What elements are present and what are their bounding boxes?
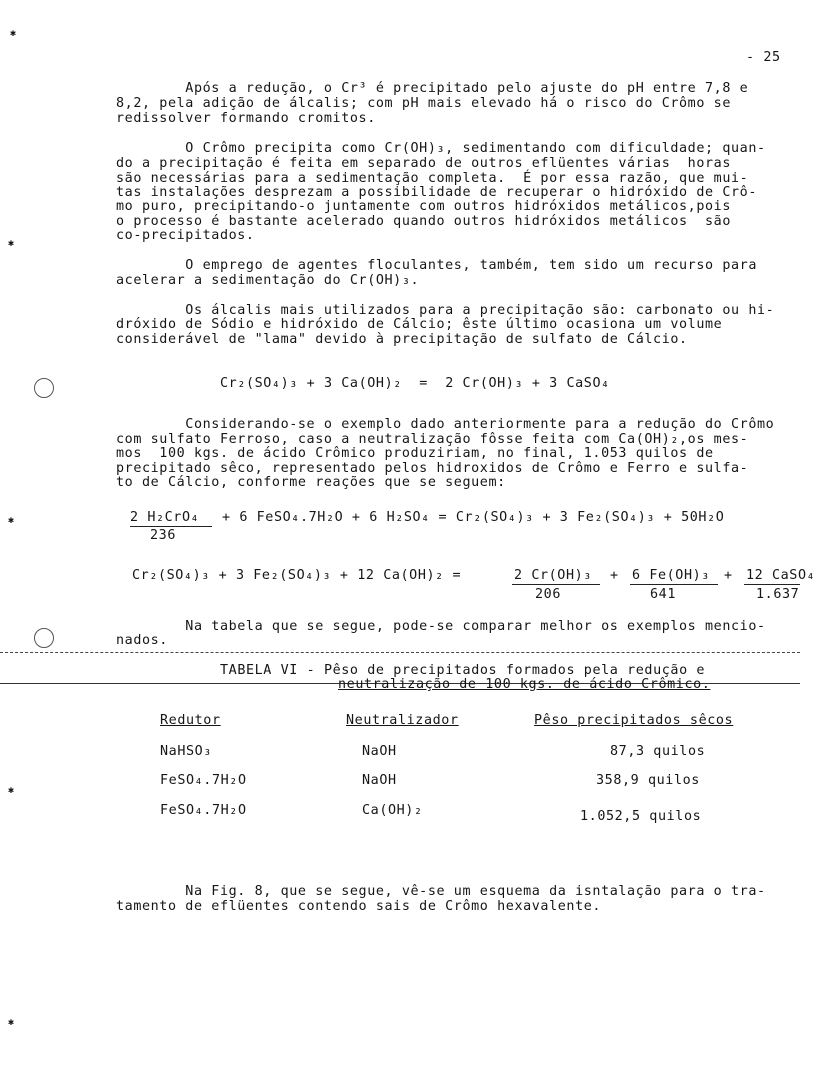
- equation-term: 2 Cr(OH)₃: [514, 568, 592, 583]
- caption-line: neutralização de 100 kgs. de ácido Crômico.: [338, 677, 711, 692]
- text-line: são necessárias para a sedimentação completa. É por essa razão, que mui-: [116, 171, 749, 186]
- table-cell: FeSO₄.7H₂O: [160, 773, 247, 788]
- column-header: Pêso precipitados sêcos: [534, 713, 734, 728]
- text-line: acelerar a sedimentação do Cr(OH)₃.: [116, 273, 420, 288]
- molar-weight: 641: [650, 587, 676, 602]
- text-line: tamento de eflüentes contendo sais de Crômo hexavalente.: [116, 899, 602, 914]
- text-line: Na Fig. 8, que se segue, vê-se um esquema da isntalação para o tra-: [116, 884, 766, 899]
- caption-line: TABELA VI - Pêso de precipitados formados pela redução e: [220, 663, 706, 678]
- text-line: mos 100 kgs. de ácido Crômico produziriam, no final, 1.053 quilos de: [116, 446, 714, 461]
- equation-term: 2 H₂CrO₄: [130, 510, 200, 525]
- table-cell: NaOH: [362, 744, 397, 759]
- page-number: - 25: [746, 50, 781, 65]
- molar-weight: 206: [535, 587, 561, 602]
- binder-mark: ✱: [10, 28, 17, 39]
- text-line: redissolver formando cromitos.: [116, 111, 376, 126]
- fraction-line: [130, 526, 212, 527]
- fraction-line: [630, 584, 718, 585]
- molar-weight: 1.637: [756, 587, 800, 602]
- text-line: Após a redução, o Cr³ é precipitado pelo ajuste do pH entre 7,8 e: [116, 81, 749, 96]
- equation-term: Cr₂(SO₄)₃ + 3 Fe₂(SO₄)₃ + 12 Ca(OH)₂ =: [132, 568, 462, 583]
- text-line: O emprego de agentes floculantes, também, tem sido um recurso para: [116, 258, 757, 273]
- binder-mark: ✱: [8, 1017, 15, 1028]
- binder-mark: ✱: [8, 515, 15, 526]
- text-line: co-precipitados.: [116, 228, 255, 243]
- equation-term: +: [610, 568, 619, 583]
- equation-neutralization: Cr₂(SO₄)₃ + 3 Ca(OH)₂ = 2 Cr(OH)₃ + 3 CaSO₄: [220, 376, 610, 391]
- text-line: Na tabela que se segue, pode-se comparar melhor os exemplos mencio-: [116, 619, 766, 634]
- column-header: Neutralizador: [346, 713, 459, 728]
- table-cell: 358,9 quilos: [596, 773, 700, 788]
- molar-weight: 236: [150, 528, 176, 543]
- equation-term: 6 Fe(OH)₃: [632, 568, 710, 583]
- column-header: Redutor: [160, 713, 221, 728]
- table-cell: NaHSO₃: [160, 744, 212, 759]
- text-line: Considerando-se o exemplo dado anteriormente para a redução do Crômo: [116, 417, 775, 432]
- fraction-line: [512, 584, 600, 585]
- binder-mark: ✱: [8, 785, 15, 796]
- text-line: 8,2, pela adição de álcalis; com pH mais elevado há o risco do Crômo se: [116, 96, 731, 111]
- binder-mark: ✱: [8, 238, 15, 249]
- text-line: nados.: [116, 633, 168, 648]
- equation-term: 12 CaSO₄: [746, 568, 815, 583]
- table-cell: 1.052,5 quilos: [580, 809, 702, 824]
- equation-term: + 6 FeSO₄.7H₂O + 6 H₂SO₄ = Cr₂(SO₄)₃ + 3 Fe₂(SO₄)₃ + 50H₂O: [222, 510, 725, 525]
- text-line: do a precipitação é feita em separado de outros eflüentes várias horas: [116, 156, 731, 171]
- text-line: to de Cálcio, conforme reações que se seguem:: [116, 475, 506, 490]
- section-divider: [0, 652, 800, 653]
- text-line: O Crômo precipita como Cr(OH)₃, sedimentando com dificuldade; quan-: [116, 141, 766, 156]
- punch-hole: [34, 628, 54, 648]
- fraction-line: [744, 584, 800, 585]
- text-line: o processo é bastante acelerado quando outros hidróxidos metálicos são: [116, 214, 731, 229]
- table-cell: Ca(OH)₂: [362, 803, 423, 818]
- equation-term: +: [724, 568, 733, 583]
- text-line: Os álcalis mais utilizados para a precipitação são: carbonato ou hi-: [116, 303, 775, 318]
- text-line: mo puro, precipitando-o juntamente com outros hidróxidos metálicos,pois: [116, 199, 731, 214]
- text-line: com sulfato Ferroso, caso a neutralização fôsse feita com Ca(OH)₂,os mes-: [116, 432, 749, 447]
- text-line: tas instalações desprezam a possibilidade de recuperar o hidróxido de Crô-: [116, 185, 757, 200]
- punch-hole: [34, 378, 54, 398]
- table-cell: NaOH: [362, 773, 397, 788]
- text-line: considerável de "lama" devido à precipitação de sulfato de Cálcio.: [116, 332, 688, 347]
- text-line: dróxido de Sódio e hidróxido de Cálcio; êste último ocasiona um volume: [116, 317, 723, 332]
- table-cell: FeSO₄.7H₂O: [160, 803, 247, 818]
- text-line: precipitado sêco, representado pelos hidroxidos de Crômo e Ferro e sulfa-: [116, 461, 749, 476]
- table-cell: 87,3 quilos: [610, 744, 706, 759]
